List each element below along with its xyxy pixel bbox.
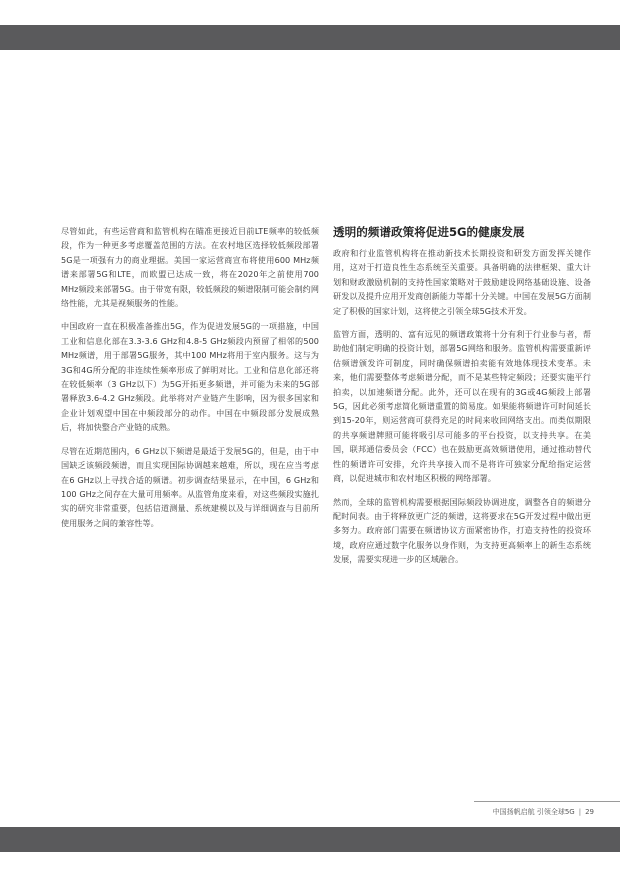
page-number: 29	[585, 808, 594, 816]
body-paragraph: 中国政府一直在积极准备推出5G，作为促进发展5G的一项措施，中国工业和信息化部在3.3-3.6 GHz和4.8-5 GHz频段内预留了相邻的500 MHz频谱，用于部署5G服务，其中100 MHz将用于室内服务。这与为3G和4G所分配的非连续性频率形成了鲜明对比。工业和信息化部还将在较低频率（3 GHz以下）为5G开拓更多频谱，并可能为未来的5G部署释放3.6-4.2 GHz频段。此举将对产业链产生影响，因为很多国家和企业计划观望中国在中频段部分的动作。中国在中频段部分发展成熟后，将加快整合产业链的成熟。	[61, 321, 319, 433]
body-paragraph: 然而，全球的监管机构需要根据国际频段协调进度，调整各自的频谱分配时间表。由于将释放更广泛的频谱，这将要求在5G开发过程中做出更多努力。政府部门需要在频谱协议方面紧密协作，打造支持性的投资环境，政府应通过数字化服务以身作则，为支持更高频率上的新生态系统发展，需要实现进一步的区域融合。	[333, 496, 591, 565]
body-paragraph: 政府和行业监管机构将在推动新技术长期投资和研发方面发挥关键作用，这对于打造良性生态系统至关重要。具备明确的法律框架、重大计划和财政激励机制的支持性国家策略对于鼓励建设网络基础设施、设备研发以及提升应用开发商创新能力等都十分关键。中国在发展5G方面制定了积极的国家计划，这将使之引领全球5G技术开发。	[333, 248, 591, 316]
left-column	[61, 224, 319, 539]
bottom-footer-band	[0, 827, 620, 852]
right-column	[333, 224, 591, 576]
footer-report-title: 中国扬帆启航 引领全球5G	[492, 808, 575, 816]
top-header-band	[0, 25, 620, 50]
page-footer	[493, 807, 594, 817]
body-paragraph: 监管方面，透明的、富有远见的频谱政策将十分有利于行业参与者，帮助他们制定明确的投资计划，部署5G网络和服务。监管机构需要重新评估频谱颁发许可制度，同时确保频谱拍卖能有效地体现技术变革。未来，他们需要整体考虑频谱分配，而不是某些特定频段；还要实施平行拍卖，以加速频谱分配。此外，还可以在现有的3G或4G频段上部署5G，因此必须考虑简化频谱重置的简易度。如果能将频谱许可时间延长到15-20年，则运营商可获得充足的时间来收回网络支出。而类似期限的共享频谱牌照可能将吸引尽可能多的平台投资，以支持共享。在美国，联邦通信委员会（FCC）也在鼓励更高效频谱使用，通过推动替代性的频谱许可安排，允许共享接入而不是将许可独家分配给指定运营商，以促进城市和农村地区积极的网络部署。	[333, 329, 591, 484]
section-heading: 透明的频谱政策将促进5G的健康发展	[333, 225, 525, 239]
body-paragraph: 尽管在近期范围内，6 GHz以下频谱是最适于发展5G的，但是，由于中国缺乏该频段频谱，而且实现国际协调越来越难，所以，现在应当考虑在6 GHz以上寻找合适的频谱。初步调查结果显示，在中国，6 GHz和100 GHz之间存在大量可用频率。从监管角度来看，对这些频段实施扎实的研究非常重要，包括信道测量、系统建模以及与详细调查与目前所使用服务之间的兼容性等。	[61, 445, 319, 528]
footer-divider	[474, 801, 620, 802]
body-paragraph: 尽管如此，有些运营商和监管机构在瞄准更接近目前LTE频率的较低频段，作为一种更多考虑覆盖范围的方法。在农村地区选择较低频段部署5G是一项强有力的商业理据。美国一家运营商宣布将使用600 MHz频谱来部署5G和LTE，而欧盟已达成一致，将在2020年之前使用700 MHz频段来部署5G。由于带宽有限，较低频段的频谱限制可能会制约网络性能，尤其是视频服务的性能。	[61, 226, 319, 309]
footer-separator: |	[578, 808, 582, 816]
